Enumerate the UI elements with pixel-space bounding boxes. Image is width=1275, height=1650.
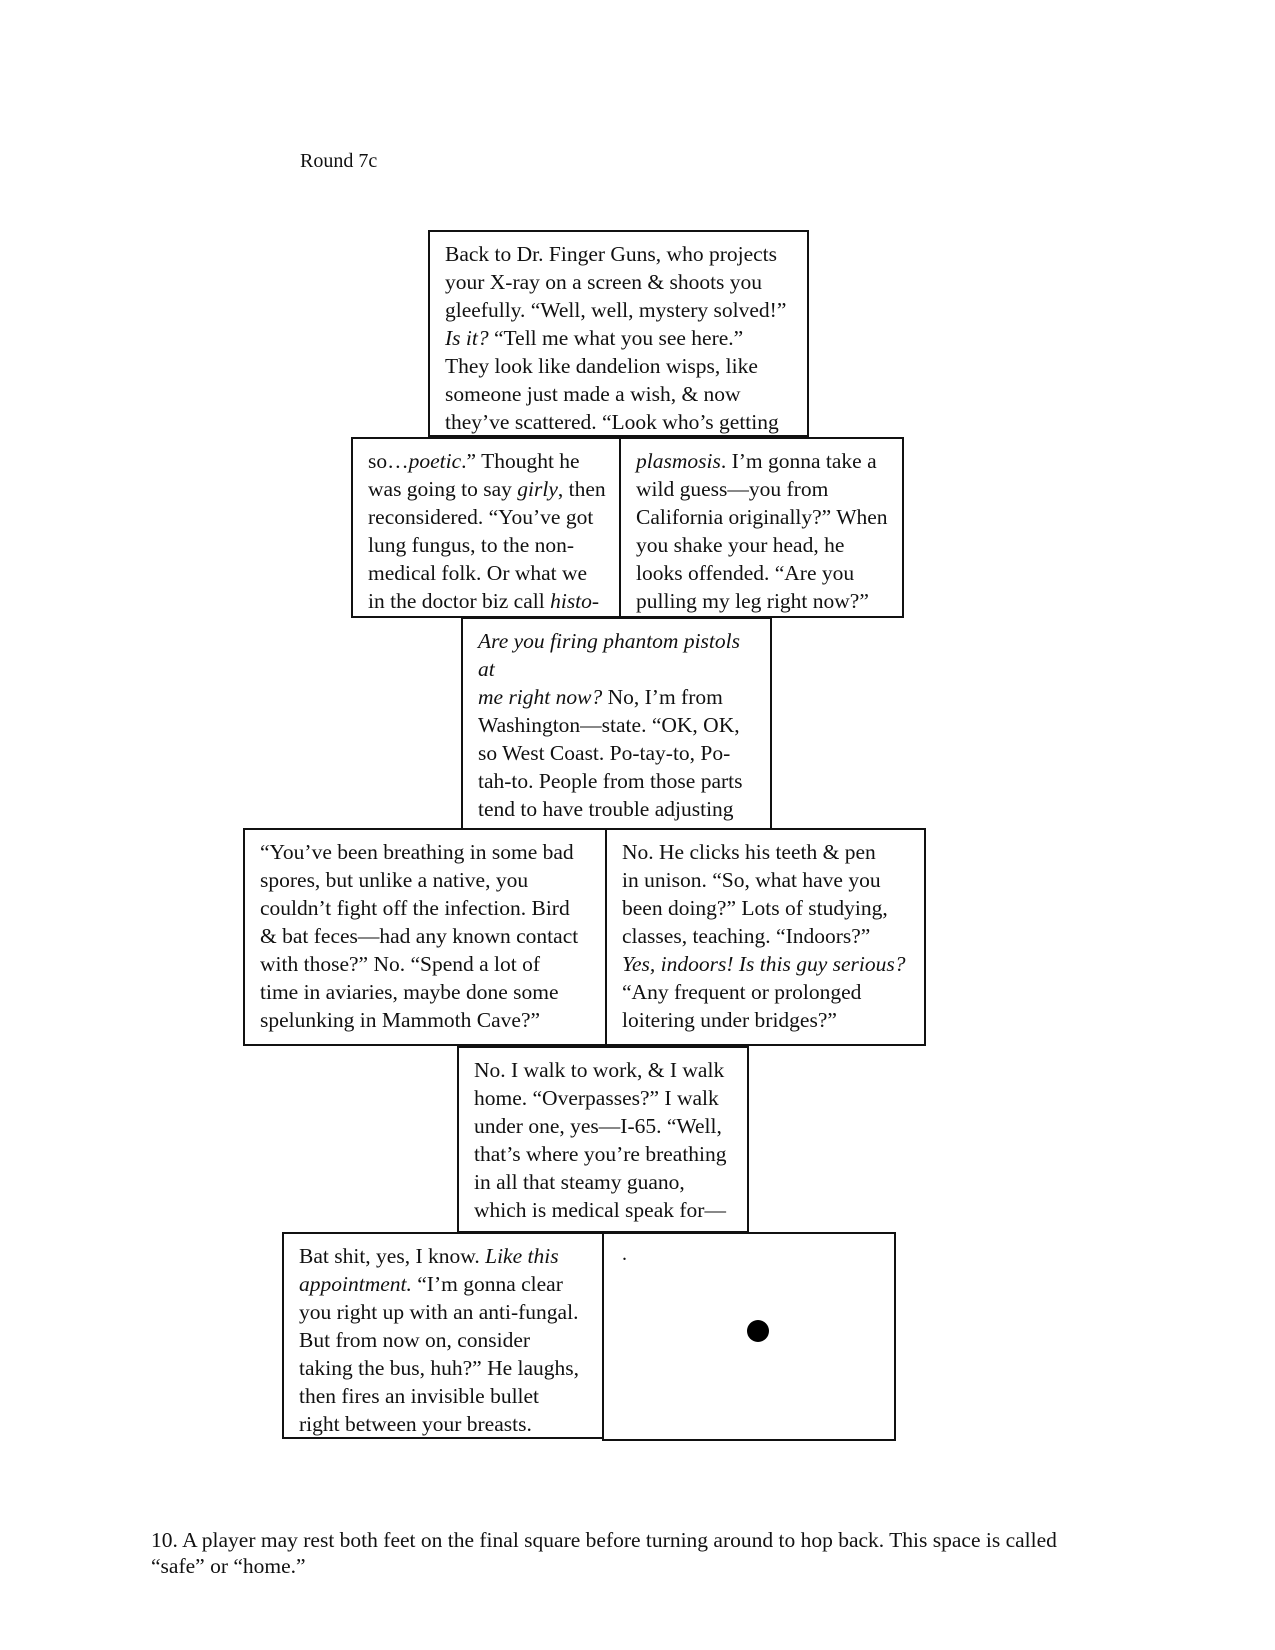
hopscotch-final-square	[602, 1232, 896, 1441]
poem-text-run: Bat shit, yes, I know.	[299, 1244, 486, 1268]
poem-text-run: .” Thought he	[461, 449, 580, 473]
poem-text-run: been doing?” Lots of studying,	[622, 896, 888, 920]
poem-italic-run: Yes, indoors! Is this guy serious?	[622, 952, 906, 976]
poem-text-run: spelunking in Mammoth Cave?”	[260, 1008, 541, 1032]
stray-mark: .	[622, 1243, 627, 1265]
poem-text-run: so…	[368, 449, 409, 473]
poem-italic-run: girly	[517, 477, 558, 501]
poem-text-run: in the doctor biz call	[368, 589, 551, 613]
poem-text-run: wild guess—you from	[636, 477, 829, 501]
poem-text-run: in all that steamy guano,	[474, 1170, 685, 1194]
poem-italic-run: poetic	[408, 449, 462, 473]
poem-text-run: “Any frequent or prolonged	[622, 980, 862, 1004]
poem-line	[445, 380, 797, 408]
poem-text-run: “You’ve been breathing in some bad	[260, 840, 574, 864]
poem-italic-run: histo-	[550, 589, 600, 613]
poem-line	[478, 739, 760, 767]
poem-text-run: classes, teaching. “Indoors?”	[622, 924, 871, 948]
poem-italic-run: Like this	[485, 1244, 559, 1268]
poem-text-run: was going to say	[368, 477, 518, 501]
rule-paragraph: 10. A player may rest both feet on the final square before turning around to hop back. This space is called “safe” or “home.”	[151, 1528, 1057, 1578]
poem-line	[478, 627, 760, 683]
poem-line	[299, 1354, 593, 1382]
poem-line	[636, 531, 892, 559]
poem-line	[478, 795, 760, 823]
poem-text-run: with those?” No. “Spend a lot of	[260, 952, 541, 976]
poem-text-run: right between your breasts.	[299, 1412, 532, 1436]
poem-line	[636, 587, 892, 615]
poem-line	[474, 1056, 737, 1084]
poem-line	[622, 866, 914, 894]
poem-line	[368, 503, 609, 531]
poem-text-run: couldn’t fight off the infection. Bird	[260, 896, 570, 920]
poem-line	[368, 587, 609, 615]
poem-text-run: , then	[557, 477, 606, 501]
poem-line	[474, 1112, 737, 1140]
poem-text-run: tend to have trouble adjusting	[478, 797, 734, 821]
poem-text-run: . I’m gonna take a	[720, 449, 877, 473]
poem-text-run: which is medical speak for—	[474, 1198, 726, 1222]
poem-text-run: someone just made a wish, & now	[445, 382, 741, 406]
poem-italic-run: plasmosis	[636, 449, 721, 473]
poem-text-run: No, I’m from	[602, 685, 723, 709]
poem-line	[622, 978, 914, 1006]
poem-line	[299, 1242, 593, 1270]
poem-line	[299, 1326, 593, 1354]
poem-line	[478, 711, 760, 739]
poem-text-run: spores, but unlike a native, you	[260, 868, 529, 892]
poem-line	[260, 950, 595, 978]
poem-text-run: that’s where you’re breathing	[474, 1142, 727, 1166]
poem-line	[260, 894, 595, 922]
poem-text-run: home. “Overpasses?” I walk	[474, 1086, 719, 1110]
poem-text-run: so West Coast. Po-tay-to, Po-	[478, 741, 731, 765]
poem-italic-run: me right now?	[478, 685, 603, 709]
poem-line	[299, 1298, 593, 1326]
poem-text-run: “I’m gonna clear	[411, 1272, 563, 1296]
hopscotch-square-5	[243, 828, 607, 1046]
poem-text-run: then fires an invisible bullet	[299, 1384, 540, 1408]
poem-text-run: reconsidered. “You’ve got	[368, 505, 594, 529]
poem-line	[636, 447, 892, 475]
poem-text-run: No. He clicks his teeth & pen	[622, 840, 876, 864]
poem-line	[445, 352, 797, 380]
poem-line	[474, 1196, 737, 1224]
poem-line	[474, 1084, 737, 1112]
poem-text-run: under one, yes—I-65. “Well,	[474, 1114, 722, 1138]
poem-text-run: you shake your head, he	[636, 533, 845, 557]
poem-line	[636, 503, 892, 531]
poem-line	[299, 1410, 593, 1438]
poem-text-run: loitering under bridges?”	[622, 1008, 837, 1032]
poem-line	[622, 838, 914, 866]
poem-line	[474, 1140, 737, 1168]
poem-text-run: lung fungus, to the non-	[368, 533, 575, 557]
poem-text-run: looks offended. “Are you	[636, 561, 855, 585]
poem-text-run: taking the bus, huh?” He laughs,	[299, 1356, 580, 1380]
poem-text-run: they’ve scattered. “Look who’s getting	[445, 410, 779, 434]
poem-line	[445, 324, 797, 352]
poem-text-run: No. I walk to work, & I walk	[474, 1058, 725, 1082]
poem-text-run: time in aviaries, maybe done some	[260, 980, 559, 1004]
poem-line	[260, 838, 595, 866]
poem-line	[260, 1006, 595, 1034]
poem-text-run: But from now on, consider	[299, 1328, 531, 1352]
hopscotch-square-6	[605, 828, 926, 1046]
hopscotch-square-3	[619, 437, 904, 618]
poem-line	[368, 447, 609, 475]
poem-line	[622, 894, 914, 922]
poem-text-run: gleefully. “Well, well, mystery solved!”	[445, 298, 787, 322]
poem-line	[299, 1270, 593, 1298]
poem-line	[478, 683, 760, 711]
poem-line	[260, 922, 595, 950]
poem-line	[636, 559, 892, 587]
poem-line	[368, 531, 609, 559]
poem-line	[445, 296, 797, 324]
poem-text-run: your X-ray on a screen & shoots you	[445, 270, 763, 294]
poem-line	[445, 408, 797, 436]
poem-text-run: They look like dandelion wisps, like	[445, 354, 758, 378]
poem-text-run: you right up with an anti-fungal.	[299, 1300, 579, 1324]
poem-text-run: pulling my leg right now?”	[636, 589, 869, 613]
poem-line	[622, 922, 914, 950]
poem-text-run: Washington—state. “OK, OK,	[478, 713, 740, 737]
poem-text-run: & bat feces—had any known contact	[260, 924, 579, 948]
hopscotch-square-4	[461, 617, 772, 830]
poem-line	[478, 767, 760, 795]
poem-text-run: Back to Dr. Finger Guns, who projects	[445, 242, 778, 266]
hopscotch-square-2	[351, 437, 621, 618]
poem-line	[368, 475, 609, 503]
poem-text-run: “Tell me what you see here.”	[488, 326, 744, 350]
poem-text-run: California originally?” When	[636, 505, 888, 529]
hopscotch-square-1	[428, 230, 809, 437]
poem-line	[636, 475, 892, 503]
poem-line	[622, 950, 914, 978]
poem-line	[622, 1006, 914, 1034]
poem-italic-run: appointment.	[299, 1272, 412, 1296]
poem-line	[260, 866, 595, 894]
poem-line	[445, 240, 797, 268]
bullet-hole-dot	[747, 1320, 769, 1342]
page-heading: Round 7c	[300, 150, 378, 172]
poem-line	[445, 268, 797, 296]
poem-text-run: in unison. “So, what have you	[622, 868, 881, 892]
poem-text-run: tah-to. People from those parts	[478, 769, 743, 793]
hopscotch-square-7	[457, 1046, 749, 1233]
poem-line	[299, 1382, 593, 1410]
poem-italic-run: Are you firing phantom pistols at	[478, 629, 740, 681]
poem-line	[368, 559, 609, 587]
poem-line	[260, 978, 595, 1006]
poem-italic-run: Is it?	[445, 326, 489, 350]
poem-line	[474, 1168, 737, 1196]
poem-text-run: medical folk. Or what we	[368, 561, 588, 585]
hopscotch-square-8	[282, 1232, 605, 1439]
